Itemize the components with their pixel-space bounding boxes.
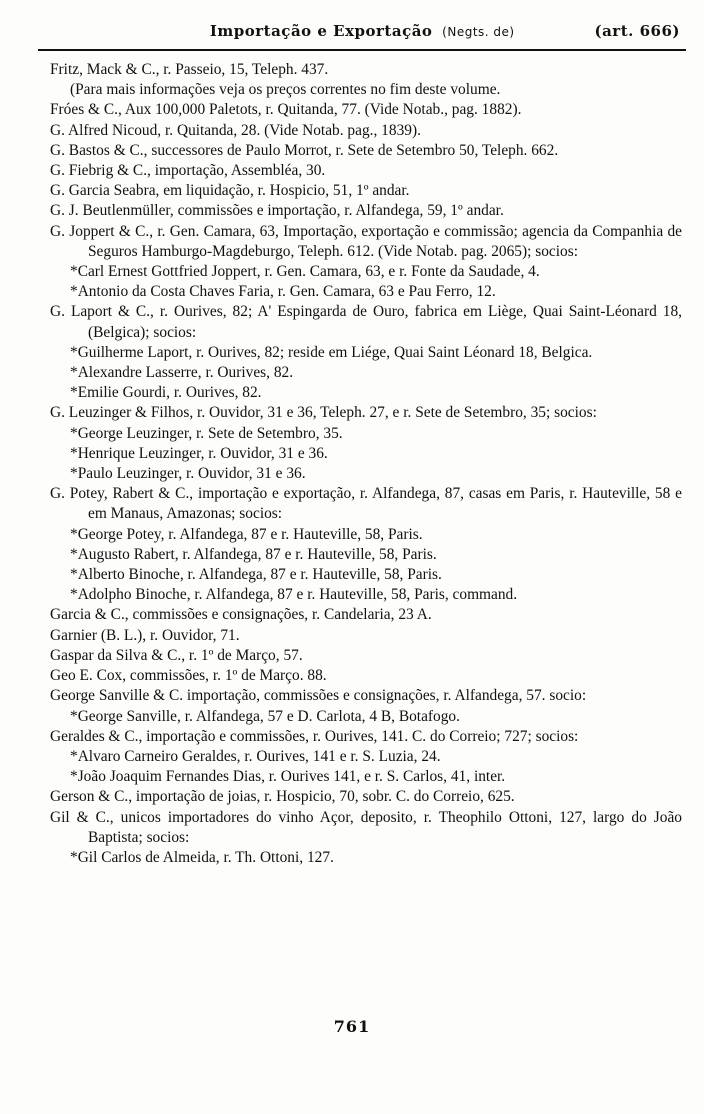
directory-entry: G. Bastos & C., successores de Paulo Morrot, r. Sete de Setembro 50, Teleph. 662. <box>50 141 559 159</box>
partner-line: *Henrique Leuzinger, r. Ouvidor, 31 e 36. <box>70 444 328 462</box>
partner-line: *Antonio da Costa Chaves Faria, r. Gen. Camara, 63 e Pau Ferro, 12. <box>70 283 496 301</box>
partner-line: *Alvaro Carneiro Geraldes, r. Ourives, 141 e r. S. Luzia, 24. <box>70 747 441 765</box>
directory-entry: G. Fiebrig & C., importação, Assembléa, 30. <box>50 162 326 180</box>
partner-line: *Guilherme Laport, r. Ourives, 82; reside em Liége, Quai Saint Léonard 18, Belgica. <box>70 343 593 361</box>
header-section: (art. 666) <box>594 22 680 40</box>
partner-line: (Para mais informações veja os preços correntes no fim deste volume. <box>70 81 501 99</box>
directory-entry: G. Joppert & C., r. Gen. Camara, 63, Importação, exportação e commissão; agencia da Companhia de Seguros Hamburgo-Magdeburgo, Teleph. 612. (Vide Notab. pag. 2065); socios: <box>50 222 682 260</box>
directory-entry: G. Garcia Seabra, em liquidação, r. Hospicio, 51, 1º andar. <box>50 182 410 200</box>
partner-line: *George Potey, r. Alfandega, 87 e r. Hauteville, 58, Paris. <box>70 525 423 543</box>
header-title-group <box>130 22 594 40</box>
directory-entry: Fritz, Mack & C., r. Passeio, 15, Teleph. 437. <box>50 61 329 78</box>
partner-line: *Augusto Rabert, r. Alfandega, 87 e r. Hauteville, 58, Paris. <box>70 545 437 563</box>
header-subtitle: (Negts. de) <box>442 25 515 39</box>
directory-entry: G. Laport & C., r. Ourives, 82; A' Espingarda de Ouro, fabrica em Liège, Quai Saint-Léonard 18, (Belgica); socios: <box>50 303 682 341</box>
directory-entry: Gaspar da Silva & C., r. 1º de Março, 57. <box>50 646 303 664</box>
partner-line: *Gil Carlos de Almeida, r. Th. Ottoni, 127. <box>70 848 334 866</box>
directory-entry: Fróes & C., Aux 100,000 Paletots, r. Quitanda, 77. (Vide Notab., pag. 1882). <box>50 101 522 119</box>
partner-line: *Emilie Gourdi, r. Ourives, 82. <box>70 384 262 402</box>
directory-entry: G. J. Beutlenmüller, commissões e importação, r. Alfandega, 59, 1º andar. <box>50 202 504 220</box>
page-number: 761 <box>333 1017 371 1036</box>
directory-entry: Gerson & C., importação de joias, r. Hospicio, 70, sobr. C. do Correio, 625. <box>50 788 515 806</box>
directory-entry: Geraldes & C., importação e commissões, r. Ourives, 141. C. do Correio; 727; socios: <box>50 727 579 745</box>
partner-line: *Carl Ernest Gottfried Joppert, r. Gen. Camara, 63, e r. Fonte da Saudade, 4. <box>70 263 540 281</box>
directory-entry: G. Alfred Nicoud, r. Quitanda, 28. (Vide Notab. pag., 1839). <box>50 121 421 139</box>
directory-entry: Gil & C., unicos importadores do vinho Açor, deposito, r. Theophilo Ottoni, 127, largo do João Baptista; socios: <box>50 808 682 846</box>
partner-line: *Alberto Binoche, r. Alfandega, 87 e r. Hauteville, 58, Paris. <box>70 566 442 584</box>
directory-entry: G. Potey, Rabert & C., importação e exportação, r. Alfandega, 87, casas em Paris, r. Hauteville, 58 e em Manaus, Amazonas; socios: <box>50 485 682 523</box>
partner-line: *Paulo Leuzinger, r. Ouvidor, 31 e 36. <box>70 465 306 483</box>
partner-line: *João Joaquim Fernandes Dias, r. Ourives 141, e r. S. Carlos, 41, inter. <box>70 768 506 786</box>
directory-entry: George Sanville & C. importação, commissões e consignações, r. Alfandega, 57. socio: <box>50 687 587 705</box>
partner-line: *Adolpho Binoche, r. Alfandega, 87 e r. Hauteville, 58, Paris, command. <box>70 586 518 604</box>
directory-entry: Garnier (B. L.), r. Ouvidor, 71. <box>50 626 240 644</box>
partner-line: *George Leuzinger, r. Sete de Setembro, 35. <box>70 424 343 442</box>
header-rule <box>38 49 686 51</box>
directory-entry: Geo E. Cox, commissões, r. 1º de Março. 88. <box>50 667 327 685</box>
header-title: Importação e Exportação <box>209 22 433 40</box>
directory-entry: G. Leuzinger & Filhos, r. Ouvidor, 31 e 36, Teleph. 27, e r. Sete de Setembro, 35; socios: <box>50 404 597 422</box>
partner-line: *Alexandre Lasserre, r. Ourives, 82. <box>70 364 294 382</box>
directory-entries <box>50 60 682 868</box>
directory-entry: Garcia & C., commissões e consignações, r. Candelaria, 23 A. <box>50 606 432 624</box>
partner-line: *George Sanville, r. Alfandega, 57 e D. Carlota, 4 B, Botafogo. <box>70 707 460 725</box>
page-header <box>40 22 680 46</box>
